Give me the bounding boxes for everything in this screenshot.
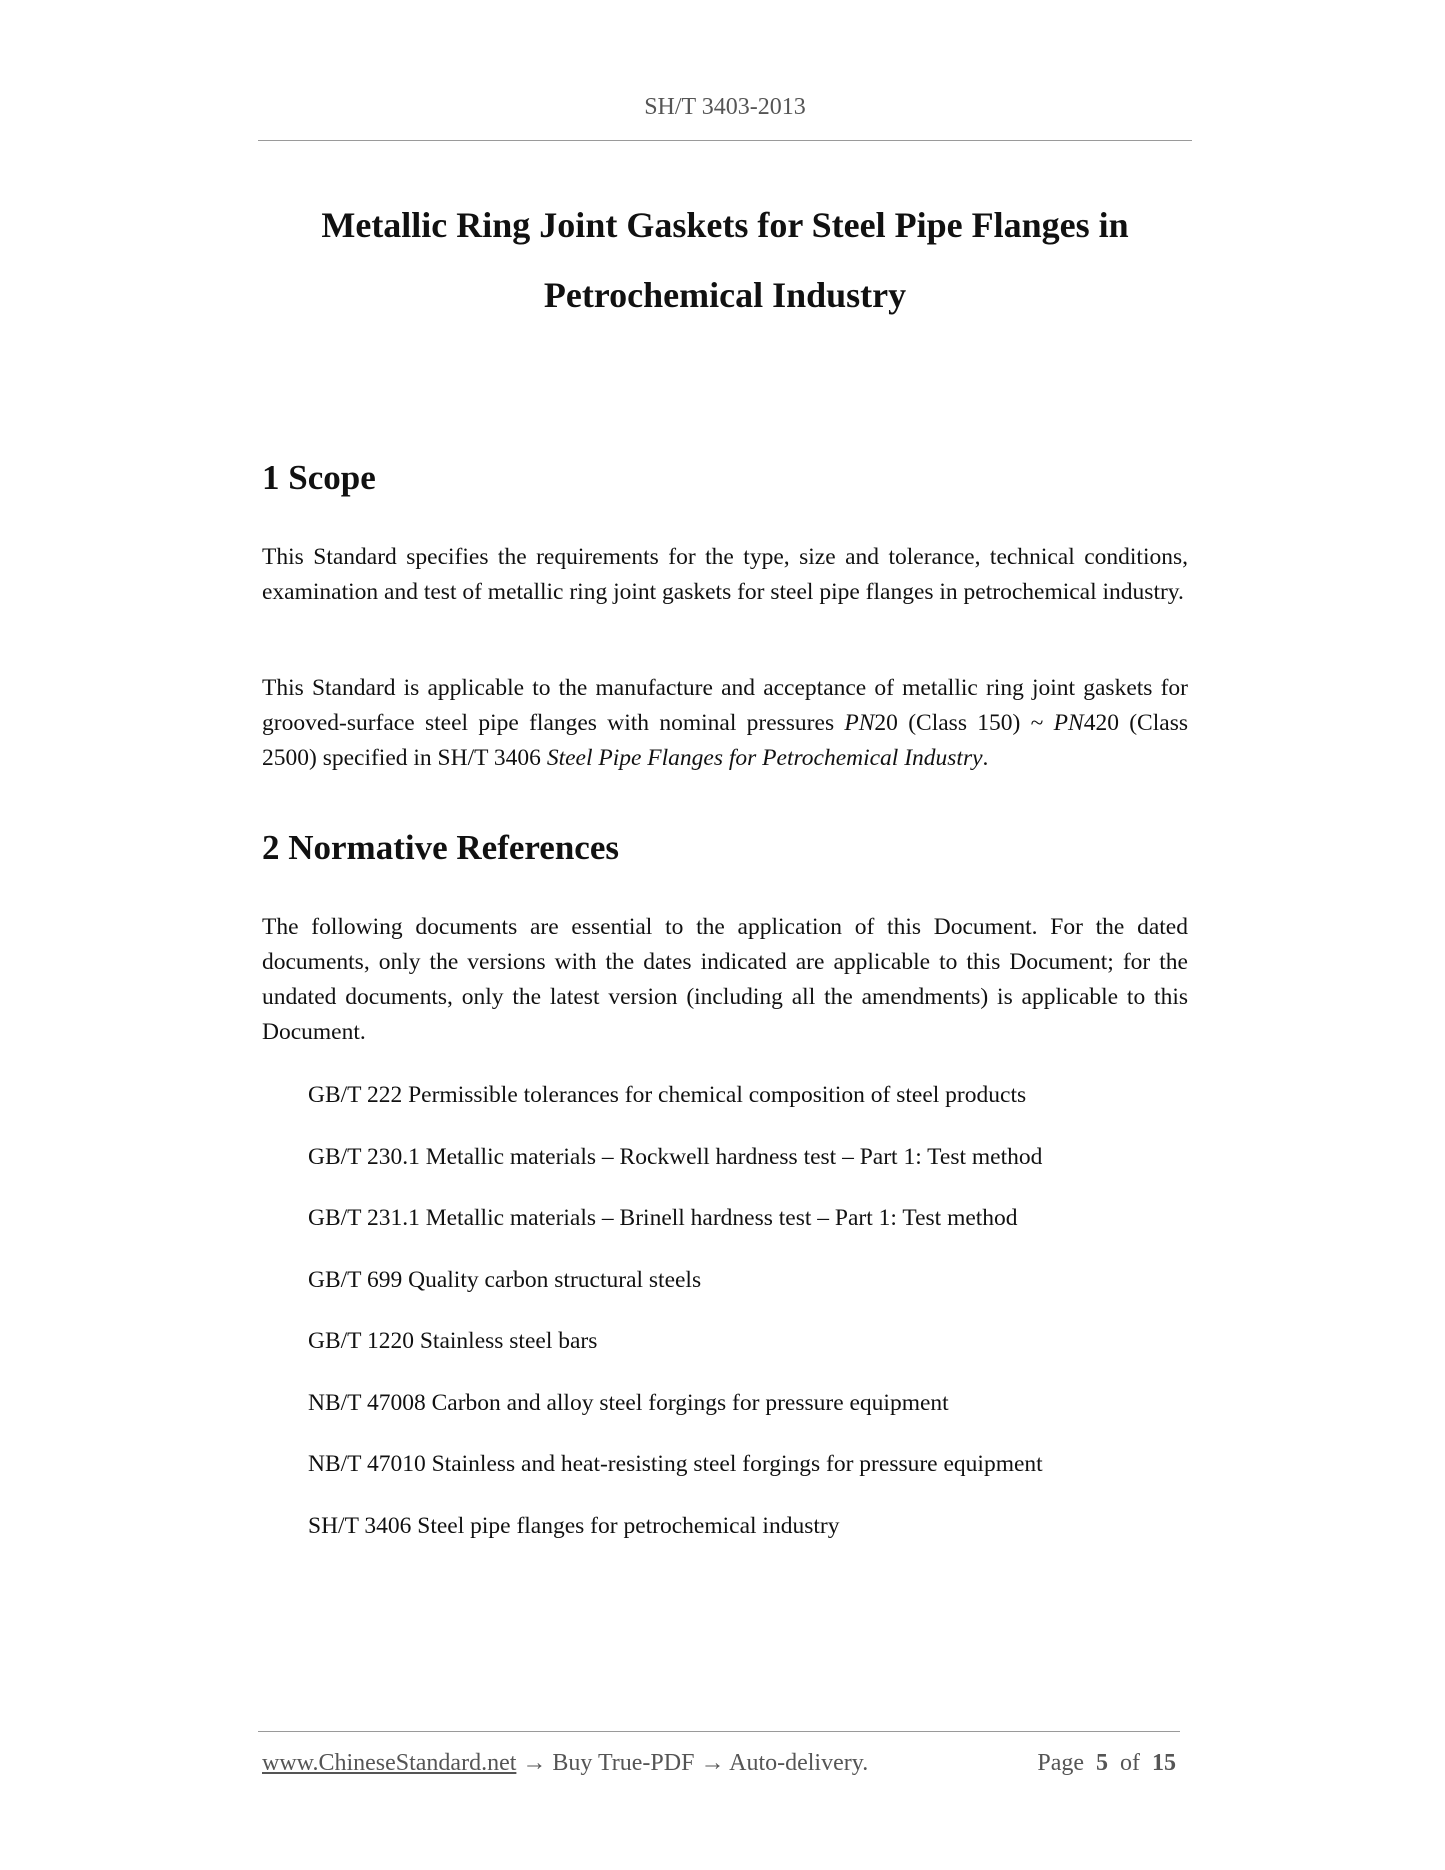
normative-reference-list <box>308 1078 1043 1570</box>
scope-p2-text-3: 420 (Class 2500) specified in SH/T 3406 <box>262 710 1188 771</box>
pn-symbol-2: PN <box>1053 710 1084 736</box>
document-title-line-2: Petrochemical Industry <box>543 275 907 315</box>
list-item: GB/T 230.1 Metallic materials – Rockwell hardness test – Part 1: Test method <box>308 1143 1043 1170</box>
footer-promo <box>262 1750 868 1777</box>
list-item: GB/T 222 Permissible tolerances for chemical composition of steel products <box>308 1082 1027 1108</box>
page-number-indicator <box>1037 1750 1176 1777</box>
list-item: NB/T 47010 Stainless and heat-resisting steel forgings for pressure equipment <box>308 1451 1043 1477</box>
running-header: SH/T 3403-2013 <box>644 94 806 120</box>
scope-paragraph-2 <box>262 671 1188 776</box>
document-title-line-1: Metallic Ring Joint Gaskets for Steel Pipe Flanges in <box>321 205 1129 245</box>
normative-references-intro: The following documents are essential to the application of this Document. For the dated documents, only the versions with the dates indicated are applicable to this Document; for the undated documents, only the latest version (including all the amendments) is applicable to this Document. <box>262 914 1188 1045</box>
list-item: SH/T 3406 Steel pipe flanges for petrochemical industry <box>308 1512 840 1539</box>
footer-rule <box>258 1731 1180 1732</box>
chinesestandard-link[interactable]: www.ChineseStandard.net <box>262 1750 517 1776</box>
section-heading-normative-references: 2 Normative References <box>262 828 619 867</box>
scope-p2-text-4: . <box>982 745 989 771</box>
document-title <box>258 190 1192 330</box>
scope-p2-text-2: 20 (Class 150) ~ <box>874 710 1054 736</box>
pn-symbol-1: PN <box>844 710 875 736</box>
list-item: GB/T 231.1 Metallic materials – Brinell hardness test – Part 1: Test method <box>308 1205 1018 1231</box>
list-item: GB/T 699 Quality carbon structural steels <box>308 1266 702 1293</box>
header-rule <box>258 140 1192 141</box>
total-page-count: 15 <box>1152 1750 1176 1776</box>
referenced-standard-title: Steel Pipe Flanges for Petrochemical Industry <box>546 745 983 771</box>
scope-paragraph-1: This Standard specifies the requirements for the type, size and tolerance, technical conditions, examination and test of metallic ring joint gaskets for steel pipe flanges in petrochemical industry. <box>262 544 1188 605</box>
current-page-number: 5 <box>1096 1750 1108 1776</box>
section-heading-scope: 1 Scope <box>262 458 376 497</box>
list-item: GB/T 1220 Stainless steel bars <box>308 1328 598 1354</box>
footer-promo-text: → Buy True-PDF → Auto-delivery. <box>516 1750 869 1776</box>
scope-p2-text-1: This Standard is applicable to the manufacture and acceptance of metallic ring joint gaskets for grooved-surface steel pipe flanges with nominal pressures <box>262 675 1188 736</box>
page-label: Page <box>1037 1750 1084 1776</box>
list-item: NB/T 47008 Carbon and alloy steel forgings for pressure equipment <box>308 1389 949 1416</box>
of-label: of <box>1120 1750 1140 1776</box>
